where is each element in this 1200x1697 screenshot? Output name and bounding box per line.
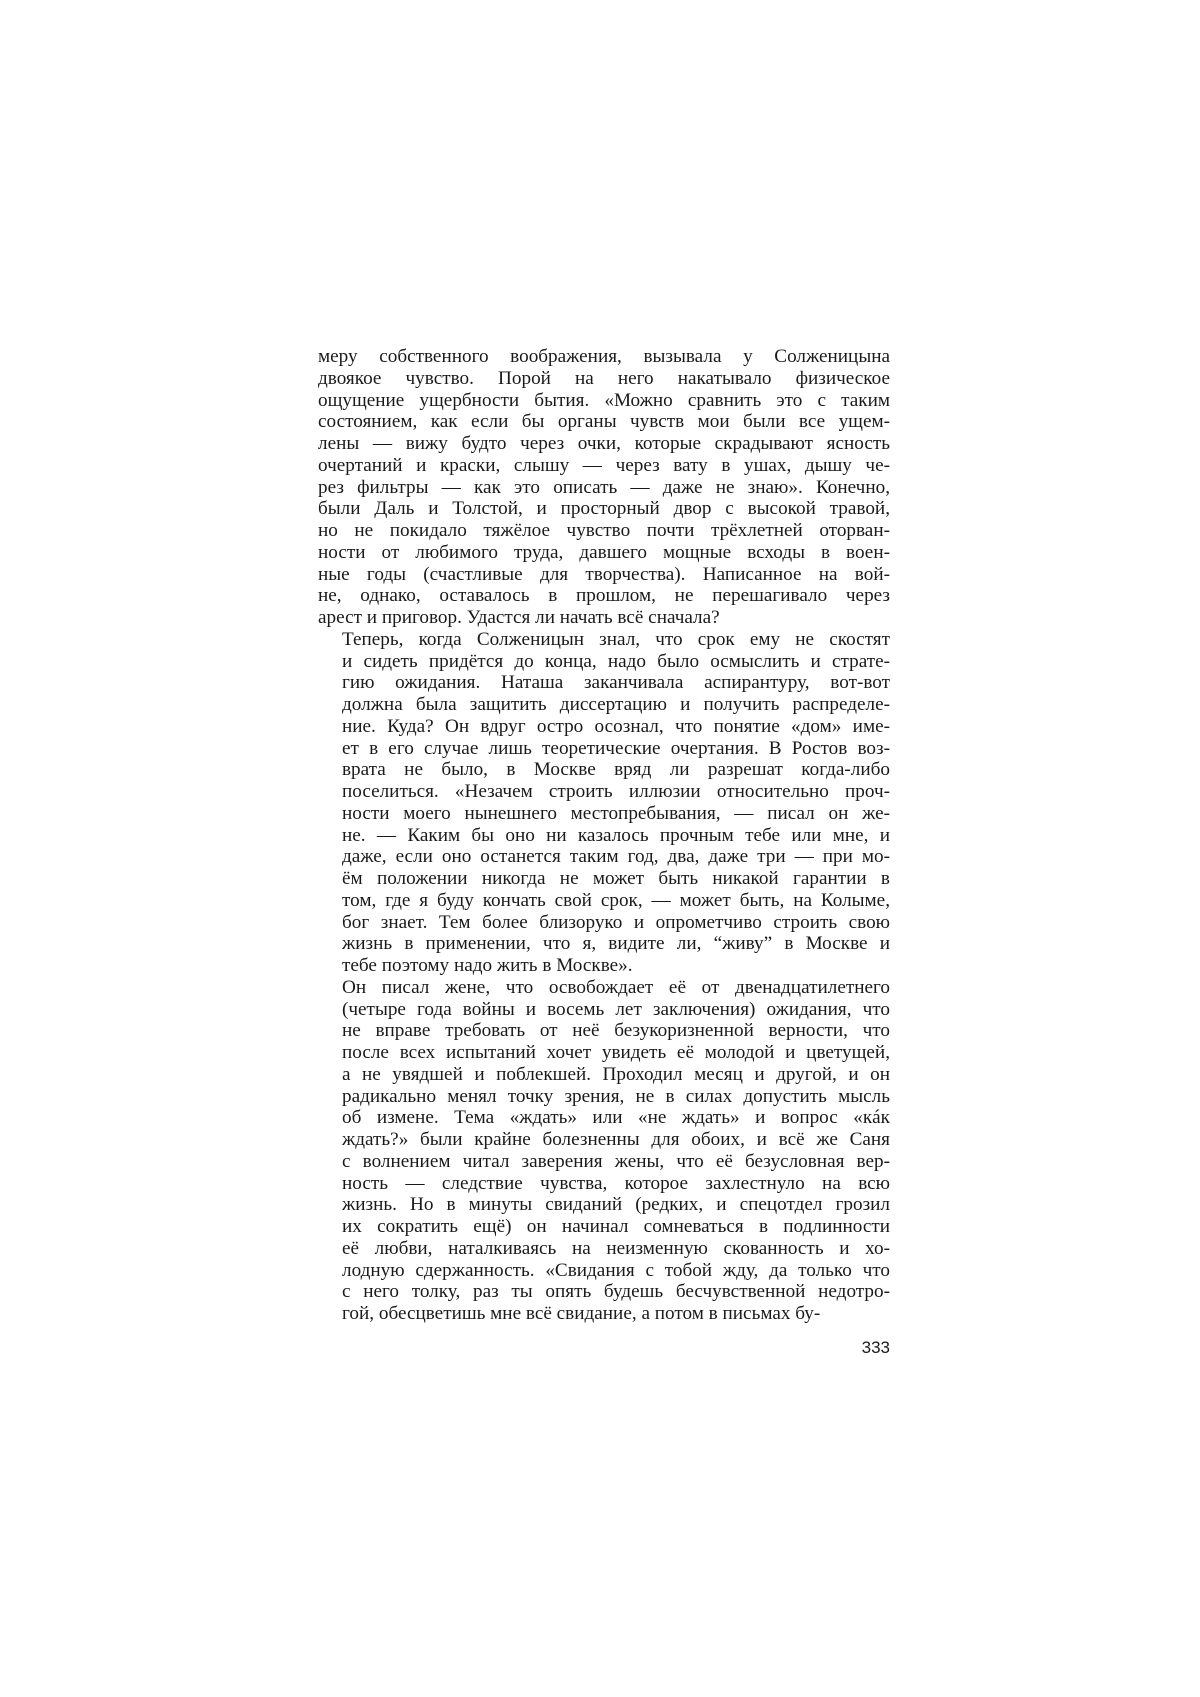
paragraph: [318, 346, 890, 629]
text-line: ет в его случае лишь теоретические очертания. В Ростов воз-: [342, 737, 890, 759]
text-line: арест и приговор. Удастся ли начать всё сначала?: [318, 607, 720, 628]
text-line: её любви, наталкиваясь на неизменную скованность и хо-: [342, 1237, 890, 1259]
text-line: состоянием, как если бы органы чувств мои были все ущем-: [318, 411, 890, 433]
text-line: не. — Каким бы оно ни казалось прочным тебе или мне, и: [342, 824, 890, 846]
page-number: 333: [861, 1338, 890, 1357]
text-line: очертаний и краски, слышу — через вату в ушах, дышу че-: [318, 454, 890, 476]
text-line: с волнением читал заверения жены, что её безусловная вер-: [342, 1150, 890, 1172]
text-line: с него толку, раз ты опять будешь бесчувственной недотро-: [342, 1281, 890, 1303]
text-line: и сидеть придётся до конца, надо было осмыслить и страте-: [342, 650, 890, 672]
text-line: ные годы (счастливые для творчества). Написанное на вой-: [318, 563, 890, 585]
text-line: ности моего нынешнего местопребывания, — писал он же-: [342, 802, 890, 824]
text-line: не, однако, оставалось в прошлом, не перешагивало через: [318, 585, 890, 607]
text-line: (четыре года войны и восемь лет заключения) ожидания, что: [342, 998, 890, 1020]
text-line: жизнь в применении, что я, видите ли, “живу” в Москве и: [342, 933, 890, 955]
text-line: Теперь, когда Солженицын знал, что срок ему не скостят: [342, 628, 890, 650]
text-line: радикально менял точку зрения, не в силах допустить мысль: [342, 1085, 890, 1107]
text-line: об измене. Тема «ждать» или «не ждать» и вопрос «кáк: [342, 1107, 890, 1129]
text-line: поселиться. «Незачем строить иллюзии относительно проч-: [342, 781, 890, 802]
paragraph: [318, 977, 890, 1325]
text-line: должна была защитить диссертацию и получить распределе-: [342, 694, 890, 715]
text-line: лены — вижу будто через очки, которые скрадывают ясность: [318, 433, 890, 454]
text-line: были Даль и Толстой, и просторный двор с высокой травой,: [318, 498, 890, 520]
text-line: врата не было, в Москве вряд ли разрешат когда-либо: [342, 759, 890, 781]
text-line: после всех испытаний хочет увидеть её молодой и цветущей,: [342, 1042, 890, 1063]
text-line: даже, если оно останется таким год, два, даже три — при мо-: [342, 846, 890, 868]
text-line: но не покидало тяжёлое чувство почти трёхлетней оторван-: [318, 520, 890, 541]
text-line: ние. Куда? Он вдруг остро осознал, что понятие «дом» име-: [342, 715, 890, 737]
paragraph: [318, 629, 890, 977]
text-line: а не увядшей и поблекшей. Проходил месяц и другой, и он: [342, 1063, 890, 1085]
body-text: [318, 346, 890, 1325]
text-line: рез фильтры — как это описать — даже не знаю». Конечно,: [318, 476, 890, 498]
text-line: не вправе требовать от неё безукоризненной верности, что: [342, 1020, 890, 1042]
text-line: ждать?» были крайне болезненны для обоих, и всё же Саня: [342, 1129, 890, 1150]
text-line: том, где я буду кончать свой срок, — может быть, на Колыме,: [342, 889, 890, 911]
text-line: меру собственного воображения, вызывала у Солженицына: [318, 346, 890, 367]
text-line: ность — следствие чувства, которое захлестнуло на всю: [342, 1172, 890, 1194]
text-line: двоякое чувство. Порой на него накатывало физическое: [318, 367, 890, 389]
text-line: Он писал жене, что освобождает её от двенадцатилетнего: [342, 976, 890, 998]
text-line: бог знает. Тем более близоруко и опрометчиво строить свою: [342, 911, 890, 933]
text-line: гию ожидания. Наташа заканчивала аспирантуру, вот-вот: [342, 672, 890, 694]
text-line: ощущение ущербности бытия. «Можно сравнить это с таким: [318, 389, 890, 411]
text-line: лодную сдержанность. «Свидания с тобой жду, да только что: [342, 1259, 890, 1281]
text-line: тебе поэтому надо жить в Москве».: [342, 955, 633, 976]
text-line: жизнь. Но в минуты свиданий (редких, и спецотдел грозил: [342, 1194, 890, 1216]
text-line: ности от любимого труда, давшего мощные всходы в воен-: [318, 541, 890, 563]
text-line: их сократить ещё) он начинал сомневаться в подлинности: [342, 1216, 890, 1237]
text-line: гой, обесцветишь мне всё свидание, а потом в письмах бу-: [342, 1303, 821, 1324]
text-line: ём положении никогда не может быть никакой гарантии в: [342, 868, 890, 889]
